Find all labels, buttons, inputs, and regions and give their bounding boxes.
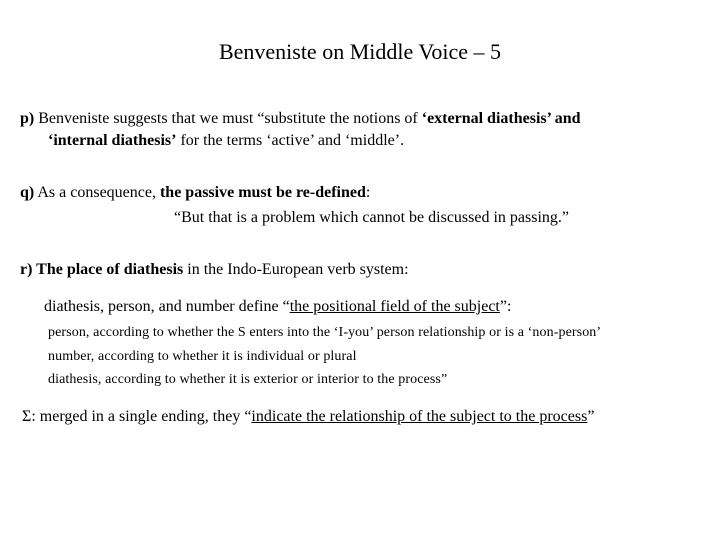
point-q-quote: “But that is a problem which cannot be discussed in passing.” xyxy=(174,209,570,226)
point-p-text-end: for the terms ‘active’ and ‘middle’. xyxy=(176,132,405,149)
sigma-underline: indicate the relationship of the subject to the process xyxy=(251,408,588,425)
sigma-line xyxy=(22,406,594,428)
point-p-text: Benveniste suggests that we must “substitute the notions of xyxy=(34,110,422,127)
point-p-bold-external: ‘external diathesis’ and xyxy=(421,110,581,127)
sigma-end: ” xyxy=(587,408,595,425)
point-r-line2 xyxy=(44,296,511,318)
point-r-line2-end: ”: xyxy=(499,298,512,315)
point-q-text: As a consequence, xyxy=(34,184,160,201)
list-item-number: number, according to whether it is individual or plural xyxy=(48,349,357,364)
point-q-bold: the passive must be re-defined xyxy=(159,184,366,201)
point-q-line1 xyxy=(20,182,370,204)
point-q-colon: : xyxy=(365,184,371,201)
point-p-line1 xyxy=(20,108,581,130)
sigma-symbol: Σ: xyxy=(22,408,36,425)
list-item-diathesis: diathesis, according to whether it is exterior or interior to the process” xyxy=(48,372,448,387)
point-r-line1 xyxy=(20,259,409,281)
point-p-label: p) xyxy=(20,110,35,127)
list-item-person: person, according to whether the S enters into the ‘I-you’ person relationship or is a ‘non-person’ xyxy=(48,325,602,340)
point-r-bold: The place of diathesis xyxy=(32,261,184,278)
point-r-text: in the Indo-European verb system: xyxy=(183,261,409,278)
point-p-line2 xyxy=(48,130,404,152)
slide-title: Benveniste on Middle Voice – 5 xyxy=(218,39,502,64)
point-r-positional-field: the positional field of the subject xyxy=(289,298,500,315)
sigma-text: merged in a single ending, they “ xyxy=(35,408,252,425)
point-p-bold-internal: ‘internal diathesis’ xyxy=(48,132,177,149)
point-q-label: q) xyxy=(20,184,35,201)
point-r-line2-text: diathesis, person, and number define “ xyxy=(44,298,290,315)
point-r-label: r) xyxy=(20,261,33,278)
